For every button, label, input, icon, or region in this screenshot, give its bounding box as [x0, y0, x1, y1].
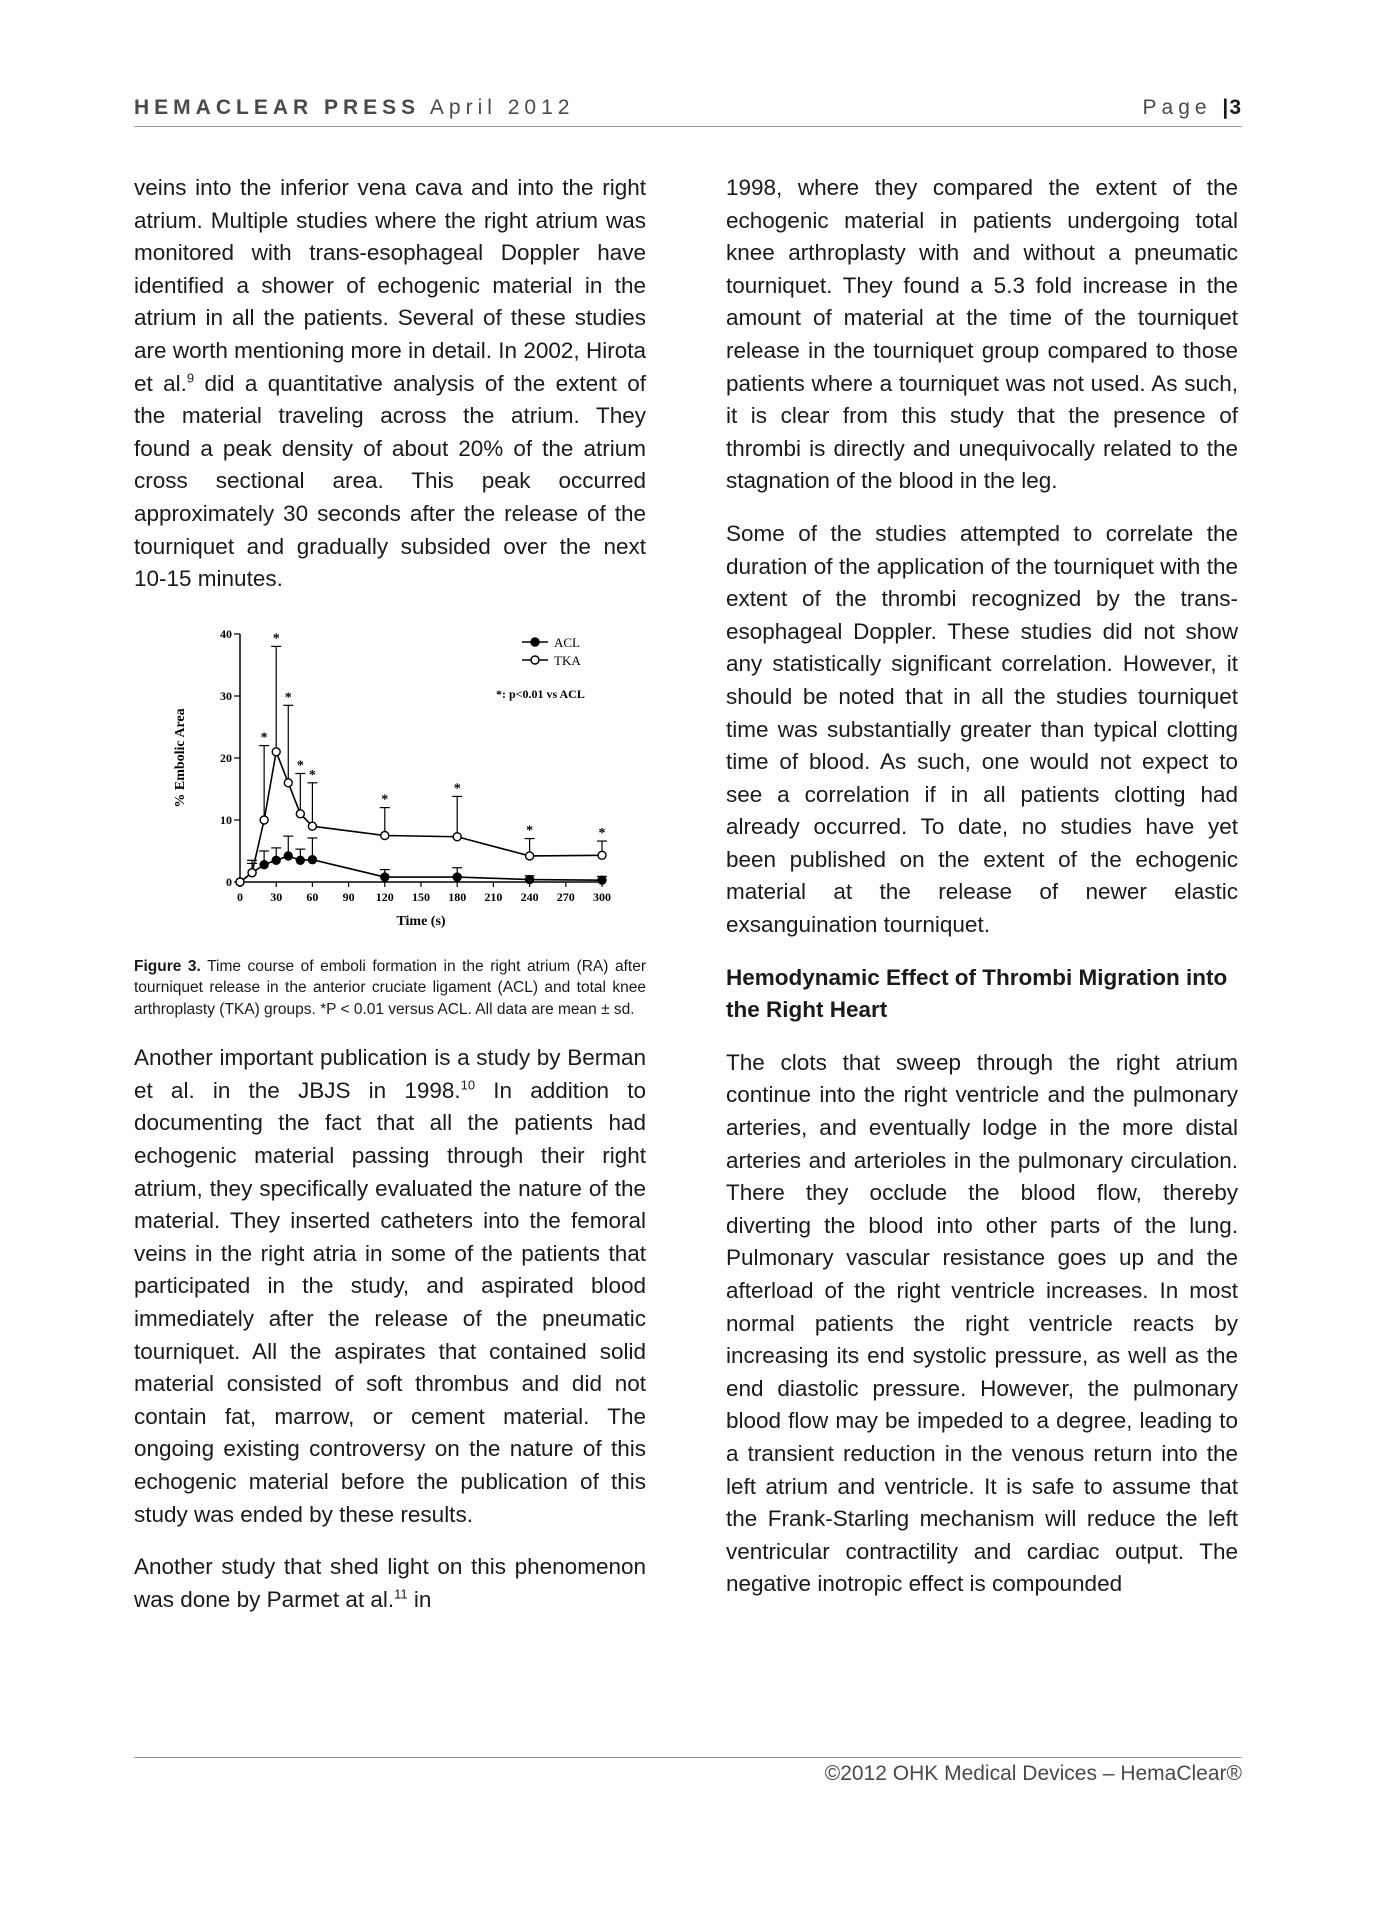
x-tick-label: 180 — [448, 889, 467, 904]
citation: 10 — [460, 1077, 476, 1093]
data-point-acl — [260, 860, 268, 868]
page-separator: | — [1222, 96, 1230, 119]
text: veins into the inferior vena cava and into the right atrium. Multiple studies where the right atrium was monitored with trans-esophageal Doppler have identified a shower of echogenic material in the atrium in all the patients. Several of these studies are worth mentioning more in detail. In 2002, Hirota et al. — [134, 175, 646, 396]
chart-annotation: *: p<0.01 vs ACL — [496, 686, 585, 701]
legend-marker-acl — [531, 638, 539, 646]
right-paragraph-2: Some of the studies attempted to correlate the duration of the application of the tourniquet with the extent of the thrombi recognized by the trans-esophageal Doppler. These studies did not show any statistically significant correlation. However, it should be noted that in all the studies tourniquet time was substantially greater than typical clotting time of blood. As such, one would not expect to see a correlation if in all patients clotting had already occurred. To date, no studies have yet been published on the extent of the echogenic material at the release of newer elastic exsanguination tourniquet. — [726, 520, 1238, 938]
x-tick-label: 120 — [375, 889, 394, 904]
data-point-tka — [260, 816, 268, 824]
x-tick-label: 300 — [593, 889, 611, 904]
publication-date: April 2012 — [429, 96, 575, 119]
significance-marker: * — [381, 792, 389, 808]
left-paragraph-2 — [134, 1042, 646, 1531]
y-axis-label: % Embolic Area — [173, 708, 188, 808]
header-page — [1143, 96, 1242, 120]
caption-text: Time course of emboli formation in the right atrium (RA) after tourniquet release in the anterior cruciate ligament (ACL) and total knee arthroplasty (TKA) groups. *P < 0.01 versus ACL. All data are mean ± sd. — [134, 957, 646, 1018]
data-point-tka — [453, 832, 461, 840]
right-column — [726, 172, 1238, 1621]
text: in — [407, 1586, 432, 1612]
y-tick-label: 20 — [220, 750, 232, 765]
right-paragraph-1: 1998, where they compared the extent of the echogenic material in patients undergoing total knee arthroplasty with and without a pneumatic tourniquet. They found a 5.3 fold increase in the amount of material at the time of the tourniquet release in the tourniquet group compared to those patients where a tourniquet was not used. As such, it is clear from this study that the presence of thrombi is directly and unequivocally related to the stagnation of the blood in the leg. — [726, 175, 1238, 494]
data-point-acl — [308, 855, 316, 863]
y-tick-label: 40 — [220, 626, 232, 641]
emboli-chart — [134, 616, 646, 946]
data-point-tka — [284, 779, 292, 787]
page-number: 3 — [1229, 96, 1242, 119]
data-point-acl — [526, 875, 534, 883]
publication-name: HEMACLEAR PRESS — [134, 96, 421, 119]
data-point-tka — [308, 822, 316, 830]
x-tick-label: 90 — [342, 889, 355, 904]
text: Another important publication is a study by Berman et al. in the JBJS in 1998. — [134, 1045, 646, 1103]
y-tick-label: 30 — [220, 688, 232, 703]
figure-caption — [134, 956, 646, 1021]
data-point-tka — [236, 878, 244, 886]
data-point-tka — [381, 831, 389, 839]
x-tick-label: 60 — [306, 889, 319, 904]
significance-marker: * — [453, 781, 461, 797]
significance-marker: * — [598, 825, 606, 841]
text: did a quantitative analysis of the extent of the material traveling across the atrium. They found a peak density of about 20% of the atrium cross sectional area. This peak occurred approximately 30 seconds after the release of the tourniquet and gradually subsided over the next 10-15 minutes. — [134, 370, 646, 592]
x-axis-label: Time (s) — [396, 913, 446, 929]
data-point-tka — [526, 852, 534, 860]
citation: 11 — [394, 1586, 408, 1602]
left-column — [134, 172, 646, 1636]
left-paragraph-1 — [134, 172, 646, 596]
legend-label-tka: TKA — [554, 652, 581, 668]
data-point-acl — [284, 852, 292, 860]
significance-marker: * — [296, 758, 304, 774]
significance-marker: * — [308, 767, 316, 783]
series-line-tka — [240, 752, 602, 882]
right-paragraph-3: The clots that sweep through the right atrium continue into the right ventricle and the pulmonary arteries, and eventually lodge in the more distal arteries and arterioles in the pulmonary circulation. There they occlude the blood flow, thereby diverting the blood into other parts of the lung. Pulmonary vascular resistance goes up and the afterload of the right ventricle increases. In most normal patients the right ventricle reacts by increasing its end systolic pressure, as well as the end diastolic pressure. However, the pulmonary blood flow may be impeded to a degree, leading to a transient reduction in the venous return into the left atrium and ventricle. It is safe to assume that the Frank-Starling mechanism will reduce the left ventricular contractility and cardiac output. The negative inotropic effect is compounded — [726, 1049, 1238, 1597]
text: In addition to documenting the fact that all the patients had echogenic material passing through their right atrium, they specifically evaluated the nature of the material. They inserted catheters into the femoral veins in the right atria in some of the patients that participated in the study, and aspirated blood immediately after the release of the pneumatic tourniquet. All the aspirates that contained solid material consisted of soft thrombus and did not contain fat, marrow, or cement material. The ongoing existing controversy on the nature of this echogenic material before the publication of this study was ended by these results. — [134, 1077, 646, 1527]
significance-marker: * — [260, 730, 268, 746]
page-header — [134, 96, 1242, 127]
x-tick-label: 270 — [556, 889, 575, 904]
text: Another study that shed light on this phenomenon was done by Parmet at al. — [134, 1554, 646, 1612]
data-point-tka — [248, 868, 256, 876]
header-publication — [134, 96, 574, 120]
significance-marker: * — [284, 690, 292, 706]
x-tick-label: 30 — [270, 889, 283, 904]
legend-label-acl: ACL — [554, 634, 580, 650]
caption-label: Figure 3. — [134, 957, 201, 975]
x-tick-label: 210 — [484, 889, 503, 904]
data-point-acl — [598, 876, 606, 884]
left-paragraph-3 — [134, 1551, 646, 1616]
data-point-tka — [296, 810, 304, 818]
data-point-acl — [272, 856, 280, 864]
data-point-tka — [598, 851, 606, 859]
data-point-tka — [272, 748, 280, 756]
significance-marker: * — [272, 631, 280, 647]
x-tick-label: 240 — [520, 889, 539, 904]
data-point-acl — [453, 873, 461, 881]
page-footer: ©2012 OHK Medical Devices – HemaClear® — [824, 1762, 1242, 1785]
x-tick-label: 150 — [412, 889, 430, 904]
data-point-acl — [296, 856, 304, 864]
significance-marker: * — [526, 823, 534, 839]
figure-3-chart — [134, 616, 646, 946]
section-heading: Hemodynamic Effect of Thrombi Migration into the Right Heart — [726, 964, 1228, 1023]
data-point-acl — [381, 873, 389, 881]
x-tick-label: 0 — [237, 889, 243, 904]
y-tick-label: 0 — [226, 874, 232, 889]
series-line-acl — [240, 856, 602, 882]
footer-rule — [134, 1757, 1242, 1758]
y-tick-label: 10 — [220, 812, 232, 827]
page-label: Page — [1142, 96, 1212, 119]
legend-marker-tka — [531, 656, 539, 664]
citation: 9 — [186, 370, 195, 386]
